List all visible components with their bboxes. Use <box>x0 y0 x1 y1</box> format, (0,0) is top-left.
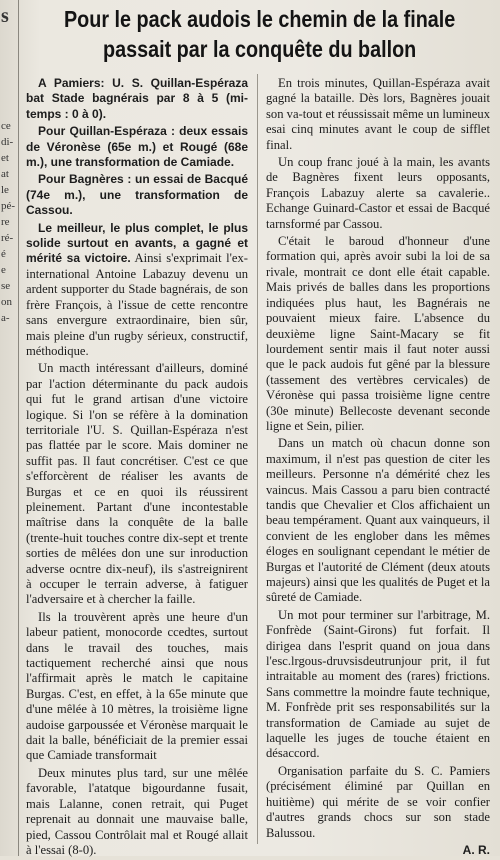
column-divider <box>257 74 258 844</box>
scorers-bagneres: Pour Bagnères : un essai de Bacqué (74e m.), une transformation de Cassou. <box>26 172 248 218</box>
fragment-text: ce <box>1 120 11 132</box>
fragment-text: é <box>1 248 6 260</box>
article-paragraph: Un mot pour terminer sur l'arbitrage, M. Fonfrède (Saint-Girons) fut forfait. Il dirigea dans l'esprit quand on joua dans l'esc.lrgous-druvsisdeutrunjour prit, il fut intraitable au moment des (rares) frictions. Sans commettre la moindre faute technique, M. Fonfrède prit ses responsabilités sur la transformation de Camiade au sujet de laquelle les juges de touche étaient en désaccord. <box>266 607 490 761</box>
article-paragraph: Ils la trouvèrent après une heure d'un labeur patient, monocorde ccedtes, surtout dans le travail des touches, mais tactiquement recherché ainsi que nous l'affirmait après le match le capitaine Burgas. C'est, en effet, à la 65e minute que d'une mêlée à 10 mètres, la troisième ligne audoise garpoussée et Véronèse marquait le dait la balle, bénéficiait de la premier essai que Camiade transformait <box>26 609 248 763</box>
article-headline <box>24 4 495 64</box>
scorers-quillan: Pour Quillan-Espéraza : deux essais de Véronèse (65e m.) et Rougé (68e m.), une transformation de Camiade. <box>26 124 248 170</box>
fragment-text: ré- <box>1 232 14 244</box>
fragment-text: re <box>1 216 10 228</box>
fragment-text: di- <box>1 136 14 148</box>
fragment-text: se <box>1 280 11 292</box>
fragment-text: et <box>1 152 9 164</box>
headline-line-2: passait par la conquête du ballon <box>103 36 417 62</box>
fragment-text: le <box>1 184 9 196</box>
headline-line-1: Pour le pack audois le chemin de la finale <box>63 6 456 32</box>
article-paragraph: Un coup franc joué à la main, les avants de Bagnères fixent leurs opposants, François Labazuy alerte sa cavalerie.. Echange Guinard-Castor et essai de Bacqué tarnsformé par Cassou. <box>266 155 490 231</box>
fragment-text: at <box>1 168 9 180</box>
fragment-text: a- <box>1 312 10 324</box>
article-paragraph: En trois minutes, Quillan-Espéraza avait gagné la bataille. Dès lors, Bagnères jouait son va-tout et réussissait même un lumineux esai cinq minutes avant le coup de sifflet final. <box>266 76 490 152</box>
article-paragraph: Deux minutes plus tard, sur une mêlée favorable, l'atatque bigourdanne fusait, mais Lalanne, conen retrait, qui Puget reprenait au donnait une mauvaise balle, pied, Cassou Contrôlait mal et Rougé allait à l'essai (8-0). <box>26 765 248 857</box>
fragment-text: pé- <box>1 200 16 212</box>
match-result: A Pamiers: U. S. Quillan-Espéraza bat Stade bagnérais par 8 à 5 (mi-temps : 0 à 0). <box>26 76 248 121</box>
article-paragraph: Organisation parfaite du S. C. Pamiers (précisément éliminé par Quillan en huitième) qui mérite de se voir confier d'autres grands chocs sur son stade Balussou. <box>266 763 490 840</box>
adjacent-column-fragment <box>0 0 19 856</box>
lead-bold: Le meilleur, le plus complet, le plus solide surtout en avants, a gagné et mérité sa victoire. <box>26 220 248 266</box>
fragment-text: on <box>1 296 12 308</box>
lead-paragraph <box>26 221 248 360</box>
article-paragraph: C'était le baroud d'honneur d'une formation qui, après avoir subi la loi de sa rivale, montrait ce dont elle était capable. Mais privés de balles dans les proportions indiquées plus haut, les Bagnérais ne pouvaient mieux faire. L'absence du deuxième ligne Saint-Macary se fit lourdement sentir mais il faut noter aussi que le pack audois fut gêné par la blessure (tassement des vertèbres cervicales) de Véronèse qui passa troisième ligne centre (30e minute) Bellecoste devenant seconde ligne et Sein, pilier. <box>266 234 490 433</box>
article-column-left <box>26 76 248 860</box>
fragment-text: s <box>1 5 9 27</box>
author-signature: A. R. <box>462 842 490 857</box>
fragment-text: e <box>1 264 6 276</box>
article-paragraph: Dans un match où chacun donne son maximum, il n'est pas question de citer les meilleurs. Personne n'a démérité chez les vaincus. Mais Cassou a paru bien contracté tandis que Chevalier et Clos affichaient un beau tempérament. Quant aux vainqueurs, il convient de les englober dans les mêmes éloges en soulignant cependant le métier de Burgas et l'autorité de Clément (deux atouts majeurs) ainsi que les qualités de Puget et la sûreté de Camiade. <box>266 436 490 605</box>
article-column-right <box>266 76 490 858</box>
article-paragraph: Un macth intéressant d'ailleurs, dominé par l'action déterminante du pack audois qui fut le grand artisan d'une victoire logique. Si l'on se réfère à la domination territoriale l'U. S. Quillan-Espéraza n'est pas flattée par le score. Mais dominer ne suffit pas. Il faut concrétiser. C'est ce que s'efforcèrent de réaliser les avants de Burgas et ce en quoi ils réussirent pleinement. Partant d'une incontestable maîtrise dans la conquête de la balle (trente-huit touches contre dix-sept et trente sorties de mêlées don une sur inroduction adverse ocntre dix-neuf), ils s'astreignirent à occuper le terrain adverse, à fatiguer l'adversaire et à chercher la faille. <box>26 361 248 607</box>
lead-rest: Ainsi s'exprimait l'ex-international Antoine Labazuy devenu un ardent supporter du Stade bagnérais, de son frère François, à l'issue de cette rencontre sans envergure extraordinaire, bien sûr, mais pleine d'un rugby sérieux, constructif, méthodique. <box>26 251 248 358</box>
